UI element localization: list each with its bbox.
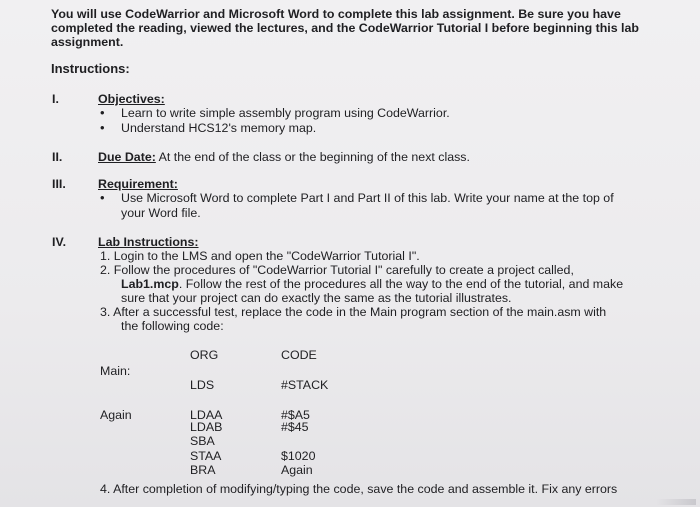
code-arg: #$45 [281, 420, 309, 434]
step-2-line-1: 2. Follow the procedures of "CodeWarrior Tutorial I" carefully to create a project called, [100, 263, 574, 277]
code-arg: Again [281, 463, 313, 477]
step-4: 4. After completion of modifying/typing the code, save the code and assemble it. Fix any errors [100, 482, 618, 496]
code-arg: $1020 [281, 449, 316, 463]
intro-line-1: You will use CodeWarrior and Microsoft Word to complete this lab assignment. Be sure you have [51, 7, 621, 21]
requirement-line-2: your Word file. [121, 206, 201, 220]
code-header-arg: CODE [281, 348, 317, 362]
step-1: 1. Login to the LMS and open the "CodeWarrior Tutorial I". [100, 249, 420, 263]
section-1-numeral: I. [52, 92, 59, 106]
code-op: BRA [190, 463, 216, 477]
step-2-line-3: sure that your project can do exactly the same as the tutorial illustrates. [121, 291, 512, 305]
intro-line-3: assignment. [51, 35, 124, 49]
objective-2: Understand HCS12's memory map. [121, 121, 317, 135]
section-1-title: Objectives: [98, 92, 165, 106]
objective-1: Learn to write simple assembly program using CodeWarrior. [121, 106, 450, 120]
section-3-title: Requirement: [98, 177, 178, 191]
section-2-text: At the end of the class or the beginning of the next class. [155, 150, 470, 164]
code-header-op: ORG [190, 348, 219, 362]
code-arg: #STACK [281, 378, 329, 392]
code-label-again: Again [100, 408, 132, 422]
code-label-main: Main: [100, 364, 131, 378]
code-op: SBA [190, 434, 215, 448]
step-2-line-2 [121, 277, 623, 291]
project-filename: Lab1.mcp [121, 277, 179, 291]
bullet-icon: • [100, 190, 105, 205]
code-op: STAA [190, 449, 222, 463]
section-4-numeral: IV. [52, 235, 67, 249]
bullet-icon: • [100, 120, 105, 135]
code-op: LDS [190, 378, 215, 392]
requirement-line-1: Use Microsoft Word to complete Part I and Part II of this lab. Write your name at the top of [121, 191, 614, 205]
intro-line-2: completed the reading, viewed the lectures, and the CodeWarrior Tutorial I before beginning this lab [51, 21, 639, 35]
section-2-line [98, 150, 470, 164]
page-corner-shadow [656, 499, 696, 505]
step-3-line-2: the following code: [121, 319, 224, 333]
step-2-line-2-text: . Follow the rest of the procedures all the way to the end of the tutorial, and make [178, 277, 624, 291]
section-2-title: Due Date: [98, 150, 156, 164]
section-4-title: Lab Instructions: [98, 235, 199, 249]
section-2-numeral: II. [52, 150, 63, 164]
code-arg: #$A5 [281, 408, 310, 422]
code-op: LDAB [190, 420, 223, 434]
step-3-line-1: 3. After a successful test, replace the code in the Main program section of the main.asm with [100, 305, 607, 319]
bullet-icon: • [100, 105, 105, 120]
section-3-numeral: III. [52, 177, 66, 191]
instructions-heading: Instructions: [51, 61, 130, 76]
code-op: LDAA [190, 408, 223, 422]
